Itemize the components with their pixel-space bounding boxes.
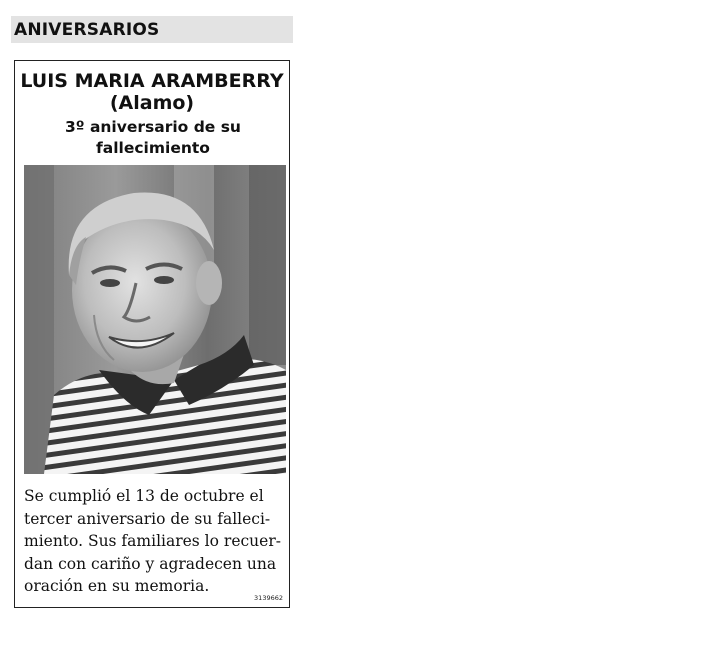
subtitle-line-2: fallecimiento: [96, 139, 210, 157]
ad-reference-code: 3139662: [254, 594, 283, 602]
body-line-1: Se cumplió el 13 de octubre el: [24, 487, 264, 505]
body-line-2: tercer aniversario de su falleci-: [24, 509, 271, 528]
body-line-4: dan con cariño y agradecen una: [24, 554, 277, 573]
section-header: [11, 16, 293, 43]
body-line-5: oración en su memoria.: [24, 577, 210, 595]
section-title: ANIVERSARIOS: [14, 20, 160, 40]
portrait-photo: [24, 165, 286, 474]
subtitle-line-1: 3º aniversario de su: [65, 118, 241, 136]
body-line-3: miento. Sus familiares lo recuer-: [24, 532, 281, 550]
portrait-illustration: [24, 165, 286, 474]
anniversary-subtitle: [35, 117, 271, 159]
obituary-notice: [14, 60, 290, 608]
deceased-alias: (Alamo): [109, 92, 195, 114]
deceased-name: LUIS MARIA ARAMBERRY: [20, 70, 284, 92]
notice-body: [24, 485, 288, 598]
